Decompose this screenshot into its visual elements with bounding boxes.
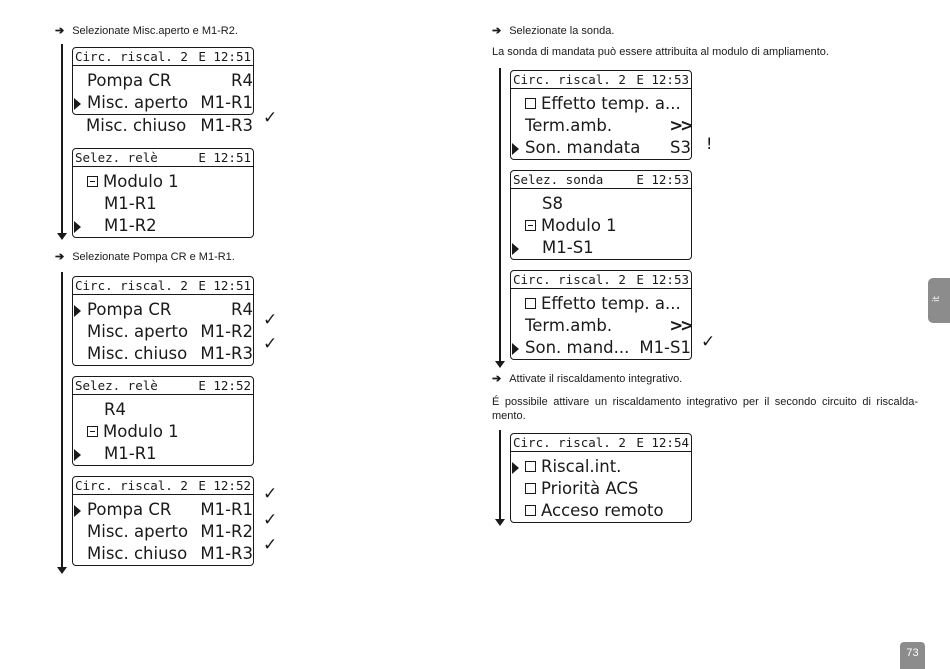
check-icon: ✓ — [263, 310, 278, 330]
menu-row-selected: Son. mand... M1-S1 — [511, 338, 691, 360]
paragraph: É possibile attivare un riscaldamento integrativo per il secondo circuito di riscalda-mento. — [492, 396, 918, 422]
menu-row: Priorità ACS — [511, 479, 691, 501]
step-instruction-4: ➔ Attivate il riscaldamento integrativo. — [492, 373, 683, 385]
arrow-right-icon: ➔ — [492, 373, 502, 385]
arrow-right-icon: ➔ — [55, 25, 65, 37]
cursor-triangle-icon — [74, 449, 81, 461]
cursor-triangle-icon — [74, 221, 81, 233]
menu-row: Misc. chiuso M1-R3 — [87, 544, 253, 563]
check-icon: ✓ — [701, 332, 716, 352]
menu-row-selected: Pompa CR R4 — [73, 300, 253, 322]
menu-row: M1-R1 — [104, 194, 157, 213]
double-chevron-icon: >> — [669, 316, 691, 335]
menu-row-selected: Riscal.int. — [511, 457, 691, 479]
flow-arrow-line — [61, 272, 63, 570]
check-icon: ✓ — [263, 535, 278, 555]
cursor-triangle-icon — [74, 98, 81, 110]
lcd-screen-circ-6: Circ. riscal. 2 E 12:54 Riscal.int. Priorità ACS Acceso remoto — [510, 433, 692, 523]
menu-row: Modulo 1 — [73, 422, 253, 444]
lcd-screen-circ-5: Circ. riscal. 2 E 12:53 Effetto temp. a... Term.amb. >> Son. mand... M1-S1 — [510, 270, 692, 360]
step-instruction-3: ➔ Selezionate la sonda. — [492, 25, 615, 37]
flow-arrow-line — [499, 430, 501, 522]
step-instruction-1: ➔ Selezionate Misc.aperto e M1-R2. — [55, 25, 238, 37]
menu-row: Term.amb. >> — [525, 316, 691, 335]
menu-row: Term.amb. >> — [525, 116, 691, 135]
checkbox-icon — [525, 483, 536, 494]
menu-row: Modulo 1 — [511, 216, 691, 238]
checkbox-icon — [525, 98, 536, 109]
cursor-triangle-icon — [74, 305, 81, 317]
menu-row-selected: Misc. aperto M1-R1 — [73, 93, 253, 115]
collapse-box-icon — [87, 176, 98, 187]
cursor-triangle-icon — [512, 143, 519, 155]
lcd-screen-relay-1: Selez. relè E 12:51 Modulo 1 M1-R1 M1-R2 — [72, 148, 254, 238]
menu-row: Effetto temp. a... — [511, 294, 691, 316]
menu-row-selected: Son. mandata S3 — [511, 138, 691, 160]
cursor-triangle-icon — [512, 243, 519, 255]
menu-row: Modulo 1 — [73, 172, 253, 194]
menu-row-selected: M1-R2 — [73, 216, 253, 238]
menu-row: R4 — [104, 400, 126, 419]
double-chevron-icon: >> — [669, 116, 691, 135]
menu-row: Misc. chiuso M1-R3 — [87, 344, 253, 363]
check-icon: ✓ — [263, 334, 278, 354]
collapse-box-icon — [525, 220, 536, 231]
menu-row-selected: Pompa CR M1-R1 — [73, 500, 253, 522]
collapse-box-icon — [87, 426, 98, 437]
menu-row: Acceso remoto — [511, 501, 691, 523]
check-icon: ✓ — [263, 108, 278, 128]
lcd-screen-sensor: Selez. sonda E 12:53 S8 Modulo 1 M1-S1 — [510, 170, 692, 260]
menu-row-selected: M1-R1 — [73, 444, 253, 466]
checkbox-icon — [525, 505, 536, 516]
menu-row: Effetto temp. a... — [511, 94, 691, 116]
check-icon: ✓ — [263, 484, 278, 504]
menu-row-selected: M1-S1 — [511, 238, 691, 260]
cursor-triangle-icon — [512, 462, 519, 474]
checkbox-icon — [525, 461, 536, 472]
lcd-screen-circ-2: Circ. riscal. 2 E 12:51 Pompa CR R4 Misc. aperto M1-R2 Misc. chiuso M1-R3 — [72, 276, 254, 366]
language-tab: it — [928, 278, 950, 323]
flow-arrow-line — [61, 44, 63, 236]
paragraph: La sonda di mandata può essere attribuita al modulo di ampliamento. — [492, 46, 829, 58]
menu-row: Misc. chiuso M1-R3 — [86, 116, 253, 135]
lcd-screen-circ-4: Circ. riscal. 2 E 12:53 Effetto temp. a... Term.amb. >> Son. mandata S3 — [510, 70, 692, 160]
lcd-screen-relay-2: Selez. relè E 12:52 R4 Modulo 1 M1-R1 — [72, 376, 254, 466]
cursor-triangle-icon — [512, 343, 519, 355]
check-icon: ✓ — [263, 510, 278, 530]
menu-row: Pompa CR R4 — [87, 71, 253, 90]
page-number: 73 — [900, 642, 925, 669]
lcd-screen-circ-3: Circ. riscal. 2 E 12:52 Pompa CR M1-R1 Misc. aperto M1-R2 Misc. chiuso M1-R3 — [72, 476, 254, 566]
flow-arrow-line — [499, 68, 501, 364]
arrow-right-icon: ➔ — [55, 251, 65, 263]
step-instruction-2: ➔ Selezionate Pompa CR e M1-R1. — [55, 251, 235, 263]
exclamation-mark: ! — [706, 134, 713, 153]
menu-row: S8 — [542, 194, 563, 213]
arrow-right-icon: ➔ — [492, 25, 502, 37]
menu-row: Misc. aperto M1-R2 — [87, 522, 253, 541]
cursor-triangle-icon — [74, 505, 81, 517]
lcd-screen-circ-1: Circ. riscal. 2 E 12:51 Pompa CR R4 Misc. aperto M1-R1 — [72, 47, 254, 115]
checkbox-icon — [525, 298, 536, 309]
menu-row: Misc. aperto M1-R2 — [87, 322, 253, 341]
